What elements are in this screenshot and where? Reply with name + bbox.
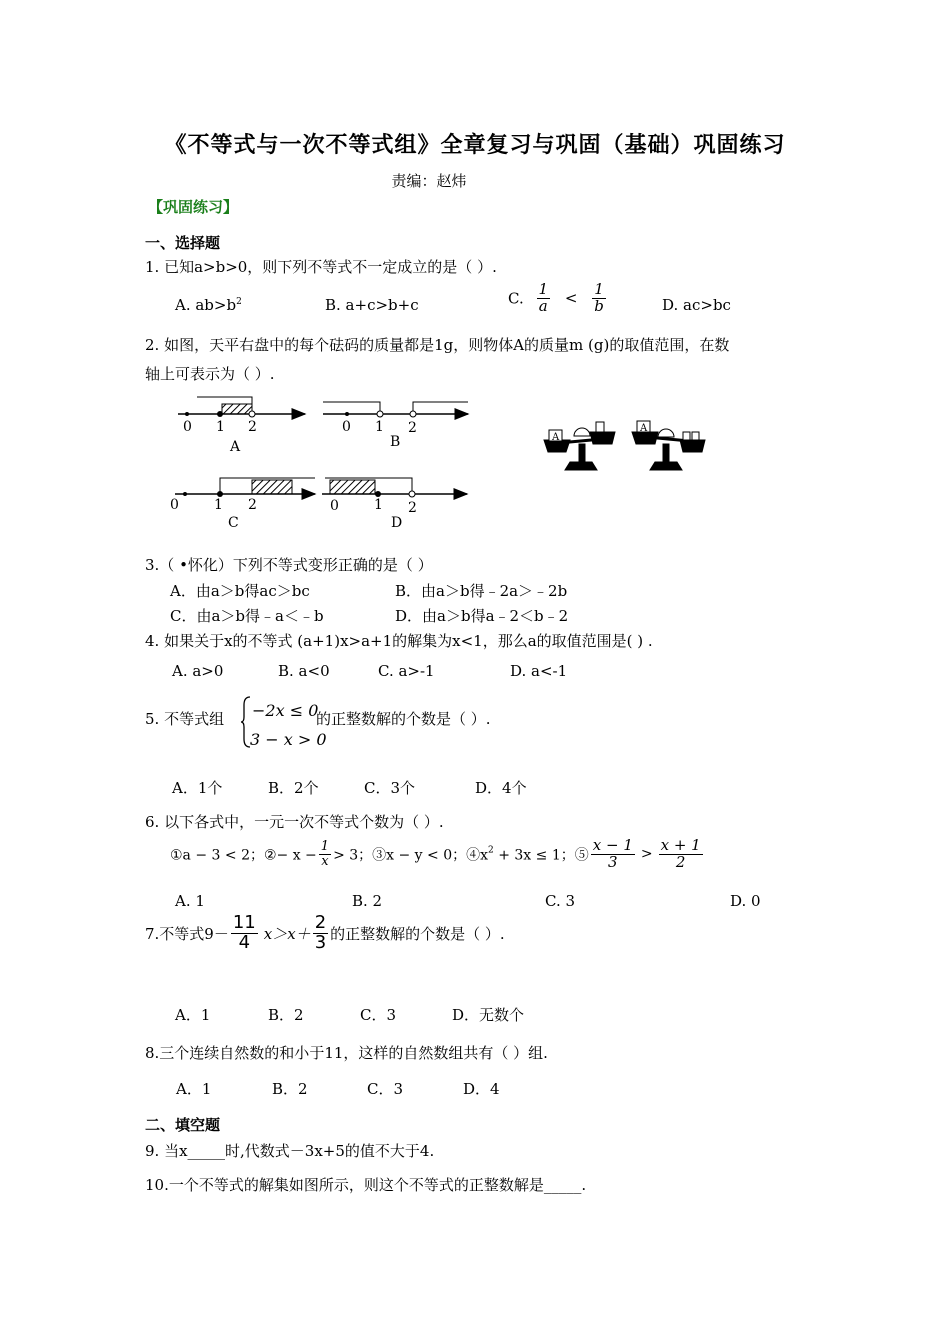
- q7-option-b: B．2: [268, 1006, 304, 1024]
- d-zero: 0: [330, 498, 339, 514]
- balance-scale-1: [544, 422, 615, 470]
- c-zero: 0: [170, 497, 179, 513]
- q8-option-c: C．3: [367, 1080, 404, 1098]
- q8-option-d: D．4: [463, 1080, 500, 1098]
- numberline-b: [323, 402, 468, 450]
- q8-stem: 8.三个连续自然数的和小于11，这样的自然数组共有（ ）组.: [145, 1044, 548, 1062]
- editor-credit: 责编：赵炜: [391, 172, 467, 190]
- numberline-d: [322, 478, 467, 531]
- q8-option-b: B．2: [272, 1080, 308, 1098]
- q3-option-a: A．由a＞b得ac＞bc: [170, 582, 310, 600]
- b-two: 2: [408, 420, 417, 436]
- numberline-c: [170, 478, 315, 531]
- q7-stem: 7.不等式9－ $\frac{11}{4}$ x＞x＋ $\frac{2}{3}$ 的正整数解的个数是（ ）.: [145, 912, 505, 953]
- q6-option-c: C. 3: [545, 892, 576, 910]
- c-one: 1: [214, 497, 223, 513]
- q1-option-b: B. a+c>b+c: [325, 296, 419, 314]
- balance-scale-2: [632, 421, 705, 470]
- q4-option-d: D. a<-1: [510, 662, 568, 680]
- q2-line2: 轴上可表示为（ ）.: [145, 365, 275, 383]
- q3-option-d: D．由a＞b得a﹣2＜b﹣2: [395, 607, 569, 625]
- q4-option-b: B. a<0: [278, 662, 330, 680]
- q1-option-d: D. ac>bc: [662, 296, 731, 314]
- q6-option-a: A. 1: [175, 892, 205, 910]
- c-label: C: [228, 515, 239, 531]
- q6-option-d: D. 0: [730, 892, 761, 910]
- q5-eq2: 3 − x > 0: [250, 730, 327, 749]
- q6-stem: 6. 以下各式中，一元一次不等式个数为（ ）.: [145, 813, 444, 831]
- q4-stem: 4. 如果关于x的不等式 (a+1)x>a+1的解集为x<1，那么a的取值范围是( ) .: [145, 632, 653, 650]
- d-two: 2: [408, 500, 417, 516]
- scale1-a: A: [552, 432, 560, 443]
- q7-option-c: C．3: [360, 1006, 397, 1024]
- b-zero: 0: [342, 419, 351, 435]
- q6-option-b: B. 2: [352, 892, 383, 910]
- q5-post: 的正整数解的个数是（ ）.: [316, 710, 491, 728]
- q5-pre: 5. 不等式组: [145, 710, 225, 728]
- q5-eq1: −2x ≤ 0: [252, 701, 319, 720]
- q1-stem: 1. 已知a>b>0，则下列不等式不一定成立的是（ ）.: [145, 258, 497, 276]
- q4-option-a: A. a>0: [172, 662, 224, 680]
- a-label: A: [230, 439, 241, 455]
- scale2-a: A: [640, 423, 648, 434]
- c-two: 2: [248, 497, 257, 513]
- a-zero: 0: [183, 419, 192, 435]
- q6-expressions: ①a − 3 < 2；②− x − $\frac{1}{x}$ > 3；③x − y < 0；$④x^2 + 3x \le 1$；⑤ $\frac{x - 1}{3}$ > $\frac{x + 1}{2}$: [170, 836, 701, 871]
- a-two: 2: [248, 419, 257, 435]
- section-fill: 二、填空题: [145, 1116, 221, 1134]
- q1-option-c: C. $\frac{1}{a}$ < $\frac{1}{b}$: [508, 280, 604, 315]
- q1-option-a: A. $ab>b^2$: [175, 296, 242, 314]
- q3-option-b: B．由a＞b得﹣2a＞﹣2b: [395, 582, 568, 600]
- section-choice: 一、选择题: [145, 234, 221, 252]
- q10-stem: 10.一个不等式的解集如图所示，则这个不等式的正整数解是_____.: [145, 1176, 587, 1194]
- q3-stem: 3.（ •怀化）下列不等式变形正确的是（ ）: [145, 556, 433, 574]
- q5-option-b: B．2个: [268, 779, 319, 797]
- b-one: 1: [375, 419, 384, 435]
- q9-stem: 9. 当x_____时,代数式－3x+5的值不大于4.: [145, 1142, 435, 1160]
- q5-option-c: C．3个: [364, 779, 416, 797]
- section-practice: 【巩固练习】: [148, 198, 239, 216]
- q4-option-c: C. a>-1: [378, 662, 435, 680]
- q7-option-a: A．1: [175, 1006, 211, 1024]
- q2-line1: 2. 如图，天平右盘中的每个砝码的质量都是1g，则物体A的质量m (g)的取值范围，在数: [145, 336, 730, 354]
- numberline-a: [178, 397, 305, 455]
- a-one: 1: [216, 419, 225, 435]
- q5-option-d: D．4个: [475, 779, 527, 797]
- q3-option-c: C．由a＞b得﹣a＜﹣b: [170, 607, 324, 625]
- b-label: B: [390, 434, 401, 450]
- page-title: 《不等式与一次不等式组》全章复习与巩固（基础）巩固练习: [164, 132, 786, 158]
- q5-option-a: A．1个: [172, 779, 223, 797]
- q7-option-d: D．无数个: [452, 1006, 525, 1024]
- q8-option-a: A．1: [176, 1080, 212, 1098]
- d-label: D: [391, 515, 403, 531]
- d-one: 1: [374, 497, 383, 513]
